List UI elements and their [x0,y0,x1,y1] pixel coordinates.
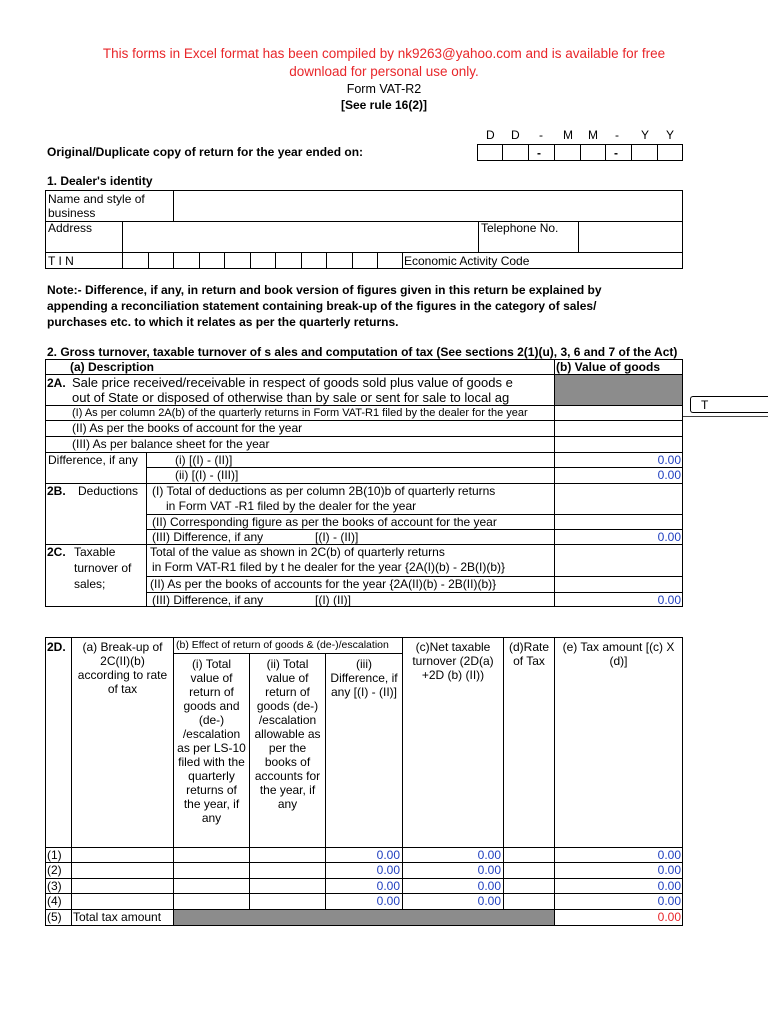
date-letter: Y [666,128,675,142]
2c-iii-formula: [(I) (II)] [315,593,351,607]
2a-row-ii: (II) As per the books of account for the year [72,421,303,435]
address-label: Address [48,221,93,235]
2c-label: 2C. [47,545,66,559]
date-letter: - [539,128,543,142]
date-letter: M [588,128,598,142]
2d-col-a-header: (a) Break-up of 2C(II)(b) according to rate of tax [77,640,168,696]
row-diff-value: 0.00 [376,848,400,862]
2b-iii-formula: [(I) - (II)] [315,530,359,544]
2a-row-i: (I) As per column 2A(b) of the quarterly returns in Form VAT-R1 filed by the dealer for the year [72,407,528,419]
tin-field[interactable] [123,253,401,268]
date-letter: Y [641,128,650,142]
name-style-label: business [48,206,96,220]
2d-label: 2D. [47,640,66,654]
total-row-number: (5) [47,910,62,924]
2a-label: 2A. [47,376,66,390]
row-diff-value: 0.00 [376,894,400,908]
2d-col-b-ii-header: (ii) Total value of return of goods (de-) /escalation allowable as per the books of accounts for the year, if any [254,657,321,811]
address-field[interactable] [123,222,477,251]
edge-glyph: T [701,398,709,412]
col-value-goods: (b) Value of goods [556,360,660,374]
2c-ii: (II) As per the books of accounts for the year {2A(II)(b) - 2B(II)(b)} [150,577,497,591]
telephone-label: Telephone No. [481,221,559,235]
date-letter: D [486,128,495,142]
2c-name: Taxable [74,545,116,559]
date-dash: - [614,146,618,160]
tin-label: T I N [48,254,74,268]
rule-reference: [See rule 16(2)] [340,98,428,112]
2d-col-b-header: (b) Effect of return of goods & (de-)/escalation [176,639,389,651]
form-title: Form VAT-R2 [346,82,422,96]
2c-name: sales; [74,577,106,591]
2c-iii: (III) Difference, if any [152,593,264,607]
row-tax-value: 0.00 [657,848,681,862]
2d-col-b-iii-header: (iii) Difference, if any [(I) - (II)] [330,657,398,699]
2b-value: 0.00 [657,530,681,544]
diff-i-value: 0.00 [657,453,681,467]
total-row-shade [174,910,554,925]
row-number: (2) [47,863,62,877]
2c-value: 0.00 [657,593,681,607]
2d-col-b-i-header: (i) Total value of return of goods and (de-) /escalation as per LS-10 filed with the quarterly returns of the year, if any [177,657,246,825]
row-tax-value: 0.00 [657,879,681,893]
diff-i-formula: (i) [(I) - (II)] [175,453,233,467]
original-duplicate-label: Original/Duplicate copy of return for the year ended on: [47,145,364,159]
row-net-value: 0.00 [477,848,501,862]
telephone-field[interactable] [579,222,682,251]
notice-line-2: download for personal use only. [289,64,479,79]
note-line-2: appending a reconciliation statement containing break-up of the figures in the category of sales/ [47,299,597,313]
2d-col-e-header: (e) Tax amount [(c) X (d)] [562,640,675,668]
row-diff-value: 0.00 [376,863,400,877]
row-net-value: 0.00 [477,879,501,893]
2d-col-d-header: (d)Rate of Tax [508,640,549,668]
2b-i-line-2: in Form VAT -R1 filed by the dealer for the year [166,499,417,513]
row-diff-value: 0.00 [376,879,400,893]
row-tax-value: 0.00 [657,894,681,908]
2b-ii: (II) Corresponding figure as per the books of account for the year [152,515,497,529]
col-description: (a) Description [70,360,155,374]
section1-title: 1. Dealer's identity [47,174,153,188]
note-line-1: Note:- Difference, if any, in return and book version of figures given in this return be explained by [47,283,602,297]
date-letter: D [511,128,520,142]
business-name-field[interactable] [174,191,682,220]
2b-deductions: Deductions [78,484,139,498]
difference-label: Difference, if any [48,453,138,467]
row-net-value: 0.00 [477,894,501,908]
date-letter: M [563,128,573,142]
diff-ii-formula: (ii) [(I) - (III)] [175,468,239,482]
total-tax-label: Total tax amount [73,910,162,924]
note-line-3: purchases etc. to which it relates as per the quarterly returns. [47,315,399,329]
date-letter: - [615,128,619,142]
2c-name: turnover of [74,561,132,575]
2b-label: 2B. [47,484,66,498]
economic-activity-code-label: Economic Activity Code [404,254,530,268]
row-net-value: 0.00 [477,863,501,877]
2c-i-line-2: in Form VAT-R1 filed by t he dealer for the year {2A(I)(b) - 2B(I)(b)} [152,560,506,574]
diff-ii-value: 0.00 [657,468,681,482]
row-number: (4) [47,894,62,908]
2a-row-iii: (III) As per balance sheet for the year [72,437,270,451]
2a-text-1: Sale price received/receivable in respect of goods sold plus value of goods e [72,375,513,390]
date-dash: - [537,146,541,160]
2b-iii: (III) Difference, if any [152,530,264,544]
row-tax-value: 0.00 [657,863,681,877]
notice-line-1: This forms in Excel format has been compiled by nk9263@yahoo.com and is available for free [102,46,666,61]
name-style-label: Name and style of [48,192,145,206]
2a-text-2: out of State or disposed of otherwise than by sale or sent for sale to local ag [72,390,510,405]
2c-i-line-1: Total of the value as shown in 2C(b) of quarterly returns [150,545,445,559]
2b-i-line-1: (I) Total of deductions as per column 2B(10)b of quarterly returns [152,484,496,498]
total-tax-value: 0.00 [657,910,681,924]
section2-title: 2. Gross turnover, taxable turnover of s ales and computation of tax (See sections 2(1)(u), 3, 6 and 7 of the Act) [47,345,678,359]
row-number: (3) [47,879,62,893]
2d-col-c-header: (c)Net taxable turnover (2D(a) +2D (b) (II)) [412,640,494,682]
row-number: (1) [47,848,62,862]
economic-activity-code-field[interactable] [540,253,682,268]
